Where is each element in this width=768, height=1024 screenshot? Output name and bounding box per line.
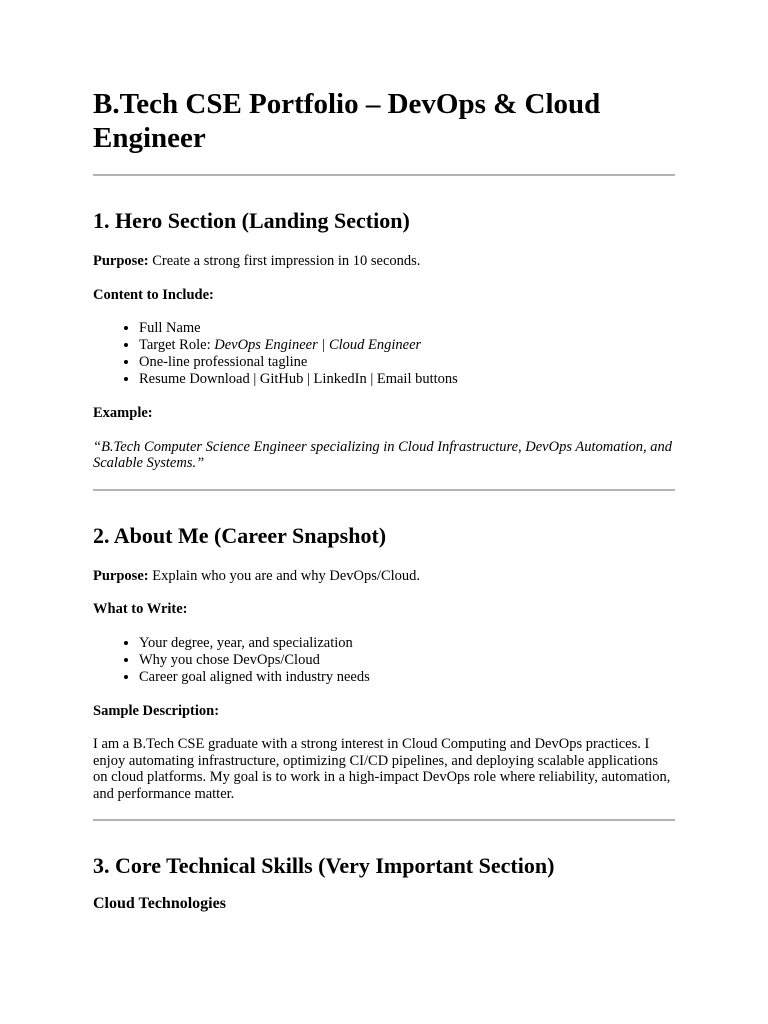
list-item: • Career goal aligned with industry needs [139, 669, 675, 686]
list-item: • One-line professional tagline [139, 354, 675, 371]
hero-purpose [93, 253, 675, 270]
target-role-value: DevOps Engineer | Cloud Engineer [214, 337, 422, 353]
section-heading-about: 2. About Me (Career Snapshot) [93, 522, 387, 548]
divider [93, 819, 675, 821]
list-item: • Resume Download | GitHub | LinkedIn | Email buttons [139, 371, 675, 388]
skills-subheading-cloud: Cloud Technologies [93, 895, 226, 912]
list-item: • Your degree, year, and specialization [139, 635, 675, 652]
list-item [139, 337, 675, 354]
about-write-list [93, 635, 675, 686]
section-heading-skills: 3. Core Technical Skills (Very Important Section) [93, 853, 555, 878]
about-purpose-text: Explain who you are and why DevOps/Cloud. [148, 567, 421, 584]
hero-content-label: Content to Include: [93, 286, 214, 303]
about-write-label: What to Write: [93, 601, 188, 617]
page-title: B.Tech CSE Portfolio – DevOps & Cloud Engineer [93, 88, 601, 154]
list-item: • Why you chose DevOps/Cloud [139, 652, 675, 669]
about-sample-text: I am a B.Tech CSE graduate with a strong interest in Cloud Computing and DevOps practices. I enjoy automating infrastructure, optimizing CI/CD pipelines, and deploying scalable applications on cloud platforms. My goal is to work in a high-impact DevOps role where reliability, automation, and performance matter. [93, 736, 671, 802]
hero-example-text [93, 439, 675, 472]
divider [93, 489, 675, 491]
target-role-label: Target Role: [139, 337, 215, 353]
list-item: • Full Name [139, 320, 675, 337]
section-heading-hero: 1. Hero Section (Landing Section) [93, 208, 410, 233]
hero-content-list [93, 320, 675, 388]
about-sample-label: Sample Description: [93, 702, 220, 719]
hero-example-quote: “B.Tech Computer Science Engineer specializing in Cloud Infrastructure, DevOps Automation, and Scalable Systems.” [93, 438, 673, 471]
hero-example-label: Example: [93, 405, 153, 421]
divider [93, 174, 675, 176]
about-purpose-label: Purpose: [93, 567, 149, 584]
about-purpose [93, 568, 675, 585]
hero-purpose-text: Create a strong first impression in 10 seconds. [148, 253, 421, 269]
hero-purpose-label: Purpose: [93, 253, 149, 269]
